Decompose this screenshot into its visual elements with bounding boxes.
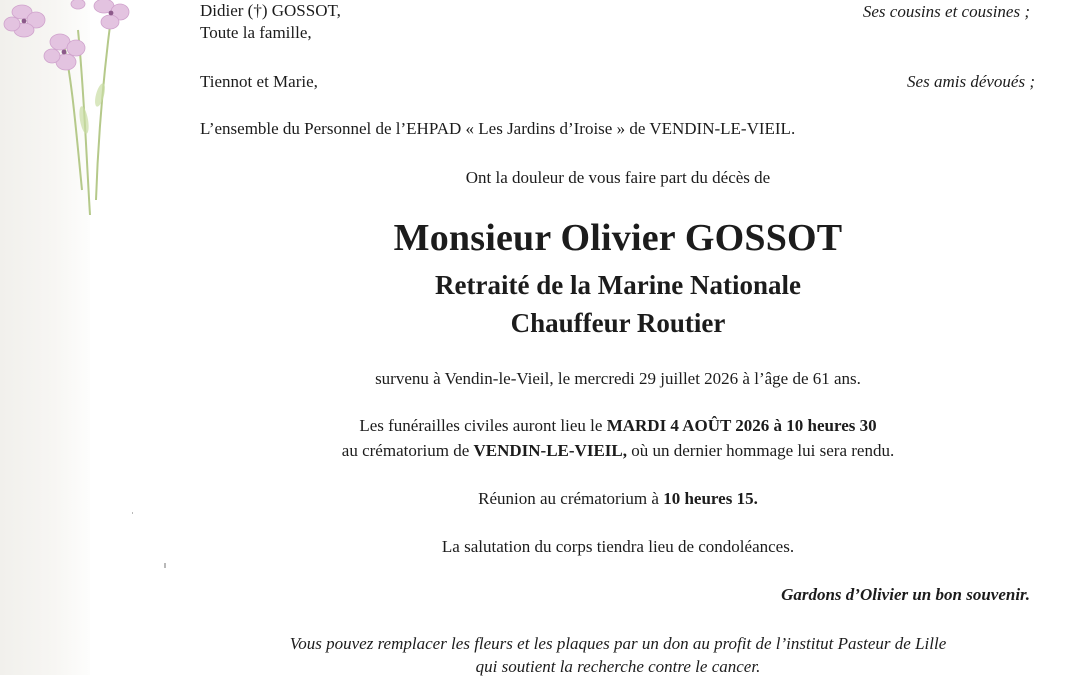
funeral-place-prefix: au crématorium de (341, 441, 474, 460)
donation-line-2: qui soutient la recherche contre le cancer. (475, 657, 761, 676)
meeting-time: 10 heures 15. (663, 489, 758, 508)
funeral-date: MARDI 4 AOÛT 2026 à 10 heures 30 (606, 416, 877, 435)
closing-memory: Gardons d’Olivier un bon souvenir. (781, 585, 1030, 604)
funeral-place-line (0, 441, 1080, 461)
death-details: survenu à Vendin-le-Vieil, le mercredi 29 juillet 2026 à l’âge de 61 ans. (375, 369, 861, 388)
announcement-intro: Ont la douleur de vous faire part du décès de (465, 168, 771, 187)
paper-speck (132, 512, 133, 514)
deceased-name: Monsieur Olivier GOSSOT (393, 217, 843, 259)
family-line-staff: L’ensemble du Personnel de l’EHPAD « Les Jardins d’Iroise » de VENDIN-LE-VIEIL. (200, 119, 796, 138)
family-line-tiennot: Tiennot et Marie, (200, 72, 318, 91)
funeral-date-prefix: Les funérailles civiles auront lieu le (359, 416, 607, 435)
paper-speck (164, 563, 166, 568)
donation-line-1: Vous pouvez remplacer les fleurs et les plaques par un don au profit de l’institut Pasteur de Lille (289, 634, 947, 653)
deceased-title-driver: Chauffeur Routier (510, 308, 726, 338)
meeting-prefix: Réunion au crématorium à (478, 489, 664, 508)
relatives-cousins: Ses cousins et cousines ; (862, 2, 1030, 21)
deceased-title-navy: Retraité de la Marine Nationale (435, 270, 801, 300)
funeral-place: VENDIN-LE-VIEIL, (473, 441, 627, 460)
funeral-place-suffix: où un dernier hommage lui sera rendu. (627, 441, 895, 460)
family-line-didier: Didier (†) GOSSOT, (200, 1, 341, 20)
meeting-line (0, 489, 1080, 509)
relatives-friends: Ses amis dévoués ; (907, 72, 1035, 91)
family-line-all: Toute la famille, (200, 23, 312, 42)
funeral-date-line (0, 416, 1080, 436)
condolences-line: La salutation du corps tiendra lieu de condoléances. (441, 537, 795, 556)
